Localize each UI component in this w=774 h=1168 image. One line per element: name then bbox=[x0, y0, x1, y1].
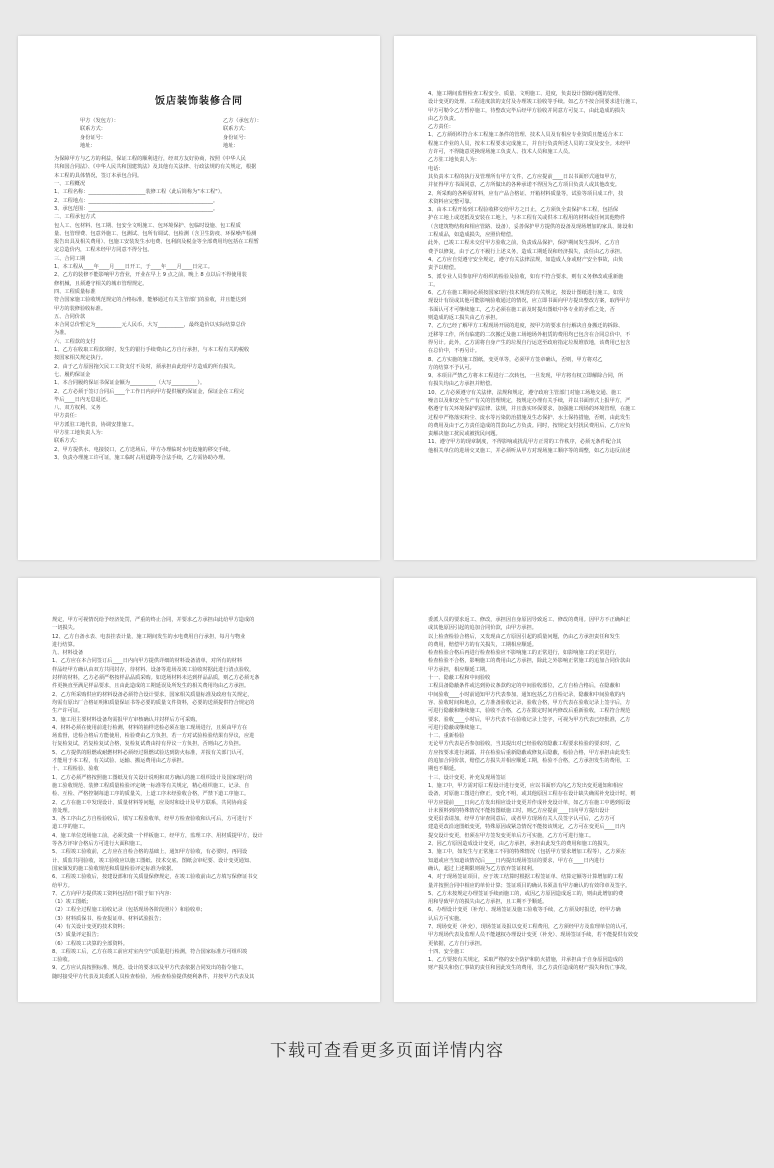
text-line: 3、负责办理施工许可证，施工临时占用道路等合法手续，乙方需协助办理。 bbox=[54, 454, 229, 461]
text-line: （6）工程竣工决算的全部资料。 bbox=[52, 940, 128, 947]
party-a-field: 甲方（发包方）： bbox=[80, 118, 119, 124]
document-page-3 bbox=[18, 578, 380, 1002]
text-line: 包人工、包材料、包工期、包安全文明施工、包环境保护、包临时设施、包工程质 bbox=[54, 222, 241, 229]
party-b-field: 联系方式： bbox=[223, 126, 249, 133]
party-a-field: 地址： bbox=[80, 142, 96, 149]
party-b-field: 身份证号： bbox=[223, 134, 249, 141]
text-line: 责解决施工扰民或被扰民问题。 bbox=[428, 431, 501, 438]
text-line: 并征得甲方书面同意，乙方所做出的各种承诺不得因为乙方项目负责人或其他改变。 bbox=[428, 182, 620, 189]
text-line: 可进行隐蔽和继续施工，验收不合格，乙方在限定时间内修改后重新验收，工程符合规范 bbox=[428, 708, 631, 715]
text-line: 按国家相关规定执行。 bbox=[54, 355, 106, 362]
text-line: 定总造价内，工程未经甲方同意不得分包。 bbox=[54, 247, 153, 254]
text-line: 为准。 bbox=[54, 330, 70, 337]
text-line: 工程成品，如造成损失，应照价赔偿。 bbox=[428, 232, 517, 239]
text-line: 可进行隐蔽或继续施工。 bbox=[428, 724, 486, 731]
text-line: 5、乙方提供的阻燃或耐燃材料必须经过阻燃试验达到防火标准，并报有关部门认可， bbox=[52, 749, 248, 756]
page-2-body bbox=[418, 90, 732, 455]
text-line: 工。 bbox=[428, 281, 439, 288]
text-line: 十、工程检验、验收 bbox=[52, 766, 99, 773]
text-line: 十三、设计变更、补充及现场签证 bbox=[428, 774, 506, 781]
text-line: 7、乙方向甲方提供竣工资料包括但不限于如下内容： bbox=[52, 890, 175, 897]
text-line: 为保障甲方与乙方的利益，保证工程的顺利进行，经双方友好协商，按照《中华人民 bbox=[54, 156, 246, 163]
text-line: 方许可，不得随意更换现场施工负责人、技术人员和施工人员。 bbox=[428, 149, 574, 156]
text-line: 六、工程款的支付 bbox=[54, 338, 96, 345]
text-line: 格遵守有关环境保护的法律、法规，并且落实环保要求，加强施工现场的环境管理，在施工 bbox=[428, 406, 636, 413]
text-line: 1、工程名称：______________________装修工程（此后简称为"本工程"）。 bbox=[54, 189, 226, 196]
text-line: （3）材料质保书、检查报证单、材料试验报告； bbox=[52, 915, 165, 922]
text-line: 委派人员的要求返工、修改，承担因自身原因导致返工、修改的费用。因甲方不正确纠正 bbox=[428, 617, 631, 623]
text-line: 2、因乙方原因造成设计变更，由乙方承担，承担由此发生的费用和施工的损失。 bbox=[428, 841, 613, 848]
text-line: 无论甲方代表是否参加验收，当其提出对已经验收的隐蔽工程要求检验的要求时，乙 bbox=[428, 741, 620, 748]
text-line: 1、乙方在收取工程款项时，发生的银行手续费由乙方自行承担，与本工程有关的税收 bbox=[54, 347, 250, 354]
party-info-block bbox=[44, 117, 354, 150]
text-line: 容、验收时间和地点，乙方准备验收记录，验收合格，甲方代表在验收记录上签字后，方 bbox=[428, 699, 631, 706]
party-b-field: 乙方（承包方）： bbox=[223, 118, 262, 124]
text-line: 联系方式： bbox=[54, 438, 80, 445]
text-line: （1）竣工图纸； bbox=[52, 899, 92, 906]
text-line: 以上检查检验合格后，又发现由乙方原因引起的质量问题，仍由乙方承担责任和发生 bbox=[428, 633, 620, 640]
text-line: 计未预料到的特殊情况不能按图纸施工时，则乙方应提前____日向甲方提出设计 bbox=[428, 807, 610, 814]
page-4-body bbox=[418, 616, 732, 973]
text-line: 封样的材料，乙方必须严格按样品品质采购。如送场材料未达到样品品质，则乙方必须无条 bbox=[52, 675, 260, 682]
text-line: 由乙方负责。 bbox=[428, 115, 460, 122]
text-line: 在总价中，不再另计。 bbox=[428, 348, 480, 355]
text-line: 一切损失。 bbox=[52, 625, 78, 632]
text-line: 甲方应提前____日向乙方发出相应设计变更并作成补充设计单，如乙方在施工中遇到原设 bbox=[428, 799, 631, 806]
text-line: 8、工程竣工后，乙方在竣工前应对室内空气质量进行检测，符合国家标准方可组织竣 bbox=[52, 948, 248, 955]
text-line: 更依据，乙方自行承担。 bbox=[428, 940, 486, 947]
text-line: 4、对于现场签证项目，应于竣工结算时根据工程签证单、结算定额等计算增加的工程 bbox=[428, 874, 624, 881]
text-line: 2、甲方提供水、电接驳口，乙方送场后，甲方办理临时水电设施的移交手续。 bbox=[54, 446, 234, 453]
text-line: 知道或应当知道该情况后____日内提出现场签证的要求，甲方在____日内进行 bbox=[428, 857, 605, 864]
text-line: 5、乙方未按规定办理签证手续而施工的，或因乙方原因造成返工的，则由此增加的费 bbox=[428, 890, 624, 897]
text-line: 6、工程竣工验收后，按建设部和有关质量保修规定，在竣工验收前由乙方填写保修证书交 bbox=[52, 874, 258, 881]
text-line: 责予以赔偿。 bbox=[428, 265, 460, 272]
text-line: 国家颁发的施工验收规范和质量检验评定标准为依据。 bbox=[52, 865, 177, 872]
text-line: 十四、安全施工 bbox=[428, 948, 465, 955]
text-line: 3、施工中，如发生与正常施工不同的特殊情况（包括甲方要求增加工程等），乙方须在 bbox=[428, 849, 626, 856]
text-line: 行复检复试，若复检复试合格，复检复试费由持有异议一方负担，否则由乙方负担。 bbox=[52, 741, 244, 748]
text-line: 件更换直至满足样品要求，且由此造成的工期延误及所发生的相关费用均由乙方承担。 bbox=[52, 683, 250, 690]
text-line: 书面认可才可继续施工，乙方必须在施工前及时提出图纸中各专业的矛盾之处，否 bbox=[428, 306, 615, 313]
text-line: 2、所采购的各种原材料，应有产品合格证、开箱材料质量等，试验等项目成工作，技 bbox=[428, 190, 624, 197]
document-page-1 bbox=[18, 36, 380, 560]
text-line: 变更沿表请加，经甲方审查同意后，或者甲方现场有关人员签字认可后，乙方方可 bbox=[428, 816, 615, 823]
text-line: 甲方的装修验收标准。 bbox=[54, 305, 106, 312]
text-line: 中间验收____小时前通知甲方代表参加，通知包括乙方自检记录，隐蔽和中间验收的内 bbox=[428, 691, 626, 698]
text-line: 八、双方权利、义务 bbox=[54, 405, 101, 412]
text-line: 过程中严格落实粉尘、废水等污染防治措施及生态保护、水土保持措施，否则，由此发生 bbox=[428, 414, 631, 421]
text-line: 1、本合同履约保证书保证金额为__________（大写__________）。 bbox=[54, 380, 206, 387]
text-line: 1、施工中，甲方需对原工程设计进行变更，应以书面形式向乙方发出变更通知和相应 bbox=[428, 782, 624, 789]
text-line: 费予以修复，由于乙方不履行上述义务，造成工期延误和经济损失，责任由乙方承担。 bbox=[428, 248, 626, 255]
text-line: 施工验收规范、装修工程质量检验评定统一标准等有关规定，精心组织施工，记录、自 bbox=[52, 782, 250, 789]
text-line: 他相关单位的进场交叉施工，并必须听从甲方对现场施工顺序等的调整，如乙方违反前述 bbox=[428, 447, 631, 454]
text-line: 样品经甲方确认由双方共同封存，待材料、设备等进场及竣工验收时据此进行清点验收， bbox=[52, 666, 255, 673]
text-line: 5、工程竣工验收前，乙方应在自检合格的基础上，通知甲方验收，有必要时，再同设 bbox=[52, 849, 248, 856]
text-line: 共和国合同法》、《中华人民共和国建筑法》及其他有关法律、行政法规的有关规定，根据 bbox=[54, 164, 257, 171]
text-line: 3、承包范围：________________________________________________。 bbox=[54, 205, 219, 212]
text-line: 均需有原出厂合格证明和质量保证书等必要的质量文件资料，必要的送须提供符合规定的 bbox=[52, 699, 255, 706]
text-line: 计、质监共同验收，竣工验收应以施工图纸、技术交底、图纸会审纪要、设计变更通知、 bbox=[52, 857, 255, 864]
text-line: 进行结算。 bbox=[52, 641, 78, 648]
text-line: 工程具备隐蔽条件或达到协议条款约定的中间验收部位，乙方自检合格后，在隐蔽和 bbox=[428, 683, 620, 690]
party-a-field: 联系方式： bbox=[80, 126, 106, 133]
text-line: 2、乙方必须于签订合同后____个工作日内向甲方提供履约保证金，保证金在工程完 bbox=[54, 388, 245, 395]
party-row bbox=[44, 125, 354, 133]
party-b-field: 地址： bbox=[223, 142, 239, 149]
text-line: 电话： bbox=[428, 165, 444, 172]
page-3-body bbox=[42, 616, 356, 981]
text-line: 甲方责任： bbox=[54, 413, 80, 420]
text-line: 量、包管理费、包意外施工、包测试、包所有调试、包检测（含卫生防疫、环保噪声检测 bbox=[54, 230, 257, 237]
text-line: 财产损失和伤亡事故的责任和因此发生的费用，非乙方责任造成的财产损失和伤亡事故， bbox=[428, 965, 631, 972]
text-line: 认后方可实施。 bbox=[428, 915, 465, 922]
text-line: 7、现场变更（补充），现场签证及报以变更工程费用，乙方须经甲方及监理单位的认可， bbox=[428, 923, 632, 930]
text-line: 9、本项目严禁乙方将本工程进行二次转包，一旦发现，甲方将有权立即解除合同，所 bbox=[428, 373, 624, 380]
text-line: （含建筑物结构和相应管路、设备），妥善保护甲方提供的设备及现场增加的家具、陈设和 bbox=[428, 223, 633, 230]
text-line: 3、施工用主要材料设备均需报甲方审核确认并封样后方可采购。 bbox=[52, 716, 201, 723]
text-line: 4、施工单位送场施工前，必须先做一个样板施工，经甲方，监理工序、用材质提甲方，设计 bbox=[52, 832, 263, 839]
text-line: 等各方评审合格后方可进行大面积施工。 bbox=[52, 841, 146, 848]
text-line: 4、施工期间监督检查工程安全、质量、文明施工、进度，负责设计图纸问题的处理、 bbox=[428, 91, 624, 97]
text-line: 4、乙方应自觉遵守安全规定，遵守有关法律法规，如造成人身或财产安全事故，由负 bbox=[428, 256, 624, 263]
text-line: 十一、隐蔽工程和中间验收 bbox=[428, 675, 491, 682]
text-line: 生产许可证。 bbox=[52, 708, 84, 715]
text-line: 建造更改沿途图纸变更，特殊原因或紧急情况不能按该规定，乙方可在变更后____日内 bbox=[428, 824, 626, 831]
text-line: 要求，验收____小时后，甲方代表不在验收记录上签字，可视为甲方代表已经批准，乙方 bbox=[428, 716, 631, 723]
contract-title: 饭店装饰装修合同 bbox=[155, 96, 243, 107]
party-row bbox=[44, 117, 354, 125]
text-line: 乙方责任： bbox=[428, 124, 454, 131]
text-line: 术资料应完整可靠。 bbox=[428, 198, 475, 205]
text-line: 九、材料设备 bbox=[52, 650, 84, 657]
text-line: 8、乙方实施的施工图纸，变更单等，必须甲方签章确认，否则，甲方将对乙 bbox=[428, 356, 603, 363]
text-line: 甲方承担，相应顺延工期。 bbox=[428, 666, 491, 673]
text-line: 甲方现场代表及监理人员不能越权办理设计变更（补充）、现场签证手续，若不能提供有效变 bbox=[428, 932, 639, 939]
text-line: 有损失均由乙方承担并赔偿。 bbox=[428, 381, 496, 388]
text-line: 报告出具及相关费用）、包施工安装发生水电费、包利润及税金等全部费用均包括在工程暂 bbox=[54, 239, 259, 246]
text-line: 二、工程承包方式 bbox=[54, 214, 96, 221]
text-line: 得另计。此外，乙方需将自身产生的垃圾自行运送至政府指定垃圾堆放地，该费用已包含 bbox=[428, 339, 631, 346]
text-line: 迁移等工作，所有临建的二次搬迁及施工场地场外租赁的费用均已包含在合同总价中，不 bbox=[428, 331, 631, 338]
text-line: 才能用于本工程，有关试验、运输、搬运费用由乙方承担。 bbox=[52, 758, 187, 765]
text-line: 噪音以及和安全生产有关的管理规定，按规定办理有关手续，并以书面形式上报甲方，严 bbox=[428, 397, 631, 404]
download-more-link[interactable]: 下载可查看更多页面详情内容 bbox=[270, 1041, 504, 1061]
text-line: 一、工程概况 bbox=[54, 181, 86, 188]
text-line: 其负责本工程的执行及管理所有甲方文件，乙方应提前____日以书面形式通知甲方， bbox=[428, 173, 620, 180]
text-line: 方应按要求进行剥露，并在检验后重新隐蔽或修复后隐蔽，检验合格，甲方承担由此发生 bbox=[428, 749, 631, 756]
text-line: 则造成的返工损失由乙方承担。 bbox=[428, 315, 501, 322]
document-page-2 bbox=[394, 36, 756, 560]
text-line: 乙方驻工地负责人为： bbox=[428, 157, 480, 164]
text-line: 量并按照合同中相应的单价计算；签证项目的确认书须盖有甲方确认的有效印章及签字。 bbox=[428, 882, 631, 889]
text-line: 的费用及由于乙方责任造成的罚款由乙方负责。同时，按规定支付扰民费用后，乙方应负 bbox=[428, 422, 631, 429]
text-line: 十二、重新检验 bbox=[428, 733, 465, 740]
text-line: 甲方派驻工地代表，协调安排施工。 bbox=[54, 421, 138, 428]
text-line: （4）有关设计变更的技术资料； bbox=[52, 923, 128, 930]
text-line: 6、乙方在施工期间必须按国家现行技术规范的有关规定，按设计图纸进行施工。如发 bbox=[428, 290, 624, 297]
text-line: 4、材料必须在使用前进行检测，材料的抽样送检必须在施工现场进行，且须由甲方在 bbox=[52, 724, 248, 731]
text-line: 的追加合同价款，赔偿乙方损失并相应顺延工期，检验不合格，乙方承担发生的费用，工 bbox=[428, 758, 631, 765]
page-1-body bbox=[44, 155, 354, 462]
text-line: 随时接受甲方代表及其委派人员检查检验，为检查检验提供便利条件，并按甲方代表及其 bbox=[52, 973, 255, 980]
text-line: 用和导致甲方的损失由乙方承担，且工期不予顺延。 bbox=[428, 899, 548, 906]
text-line: 设计变更的处理、工程进度款的支付及办理竣工验收等手续。如乙方不按合同要求进行施工， bbox=[428, 99, 641, 106]
text-line: 6、办理设计变更（补充）、现场签证及施工验收等手续，乙方须及时报送，经甲方确 bbox=[428, 907, 621, 914]
text-line: 检、互检、严格控制每道工序的质量关，上道工序未经验收合格，严禁下道工序施工。 bbox=[52, 791, 250, 798]
text-line: 程施工作业的人员，按本工程要求完成施工，并自行负责所述人员的工资及安全。未经甲 bbox=[428, 140, 631, 147]
party-row bbox=[44, 134, 354, 142]
text-line: 五、合同价款 bbox=[54, 313, 86, 320]
text-line: 规定，甲方可视情况给予经济处罚，严重的终止合同，并要求乙方承担由此给甲方造成的 bbox=[52, 617, 255, 623]
text-line: 1、乙方应在本合同签订后____日内向甲方提供详细的材料设备清单，对所有的材料 bbox=[52, 658, 243, 665]
text-line: 设备，对原施工图进行修正，变化不明，或其他原因工程存在设计缺失确需补充设计时，则 bbox=[428, 791, 636, 798]
text-line: 确认，超过上述期限则视为乙方放弃签证权利。 bbox=[428, 865, 537, 872]
text-line: 善处理。 bbox=[52, 807, 73, 814]
text-line: 检查检验合格后再进行检查检验应不影响施工的正常进行，如影响施工的正常进行， bbox=[428, 650, 620, 657]
text-line: 场监督，送检合格后方能使用，检验费由乙方负担，若一方对试验检验结果有异议，应进 bbox=[52, 733, 255, 740]
text-line: 本合同总价暂定为__________元人民币，大写__________，最终造价以实际结算总价 bbox=[54, 322, 246, 329]
text-line: 2、乙方所采购供应的材料设备必须符合设计要求，国家相关质量标准及政府有关规定， bbox=[52, 691, 253, 698]
text-line: 四、工程质量标准 bbox=[54, 288, 96, 295]
text-line: 方的结算不予认可。 bbox=[428, 364, 475, 371]
text-line: 11、遵守甲方的现章制度，不得影响或扰乱甲方正常的工作秩序，必须无条件配合其 bbox=[428, 439, 622, 446]
text-line: 甲方驻工地负责人为： bbox=[54, 429, 106, 436]
text-line: 护在工地上或送抵及安装在工地上，与本工程有关或供本工程用的材料或任何其他物件 bbox=[428, 215, 626, 222]
text-line: 七、履约保证金 bbox=[54, 371, 91, 378]
text-line: 1、乙方必须严格按照施工图纸及有关设计说明和双方确认的施工组织设计及国家现行的 bbox=[52, 774, 253, 781]
text-line: （5）质量评定报告； bbox=[52, 932, 102, 939]
text-line: 甲方可勒令乙方暂停施工，待整改完毕后经甲方验收并同意方可复工，由此造成的损失 bbox=[428, 107, 626, 114]
text-line: 1、本工程从____年____月____日开工，于____年____月____日完工。 bbox=[54, 264, 213, 271]
text-line: 2、乙方在施工中发现设计、质量材料等问题，应及时和设计及甲方联系，共同协商妥 bbox=[52, 799, 248, 806]
text-line: 2、乙方的装修不能影响甲方营业，开业在早上 9 点之前，晚上 8 点以后不得使用装 bbox=[54, 272, 247, 279]
text-line: 的费用，赔偿甲方的有关损失，工期相应顺延。 bbox=[428, 641, 537, 648]
text-line: 1、乙方要按有关规定，采取严格的安全防护和防火措施，并承担由于自身原因造成的 bbox=[428, 957, 624, 964]
text-line: 毕后____日内无息退还。 bbox=[54, 396, 112, 403]
text-line: 修机械，且须遵守相关的城市管理规定。 bbox=[54, 280, 148, 287]
party-a-field: 身份证号： bbox=[80, 134, 106, 141]
text-line: 给甲方。 bbox=[52, 882, 73, 889]
text-line: 3、由本工程开始到工程验收移交给甲方之日止，乙方须负全责保护本工程，包括保 bbox=[428, 207, 619, 214]
text-line: 或其他原因引起的追加合同价款，由甲方承担。 bbox=[428, 625, 537, 632]
text-line: 三、合同工期 bbox=[54, 255, 86, 262]
text-line: 7、乙方已经了解甲方工程现场开展的进度，按甲方的要求自行解决自身搬迁的拆除、 bbox=[428, 323, 624, 330]
text-line: 工验收。 bbox=[52, 957, 73, 964]
text-line: 本工程的具体情况，签订本承包合同。 bbox=[54, 172, 143, 179]
text-line: （2）工程全过程施工验收记录（包括现场各阶段照片）和验收单； bbox=[52, 907, 206, 914]
text-line: 提交设计变更，但须在甲方签发变更单后方可实施，乙方方可进行施工。 bbox=[428, 832, 595, 839]
text-line: 此外，已竣工工程未交付甲方验收之前，负责成品保护，保护期间发生损坏，乙方自 bbox=[428, 240, 620, 247]
text-line: 12、乙方自备水表、电表挂表计量，施工期间发生的水电费用自行承担，每月与物业 bbox=[52, 633, 246, 640]
text-line: 9、乙方应认真按照标准、规范、设计的要求以及甲方代表依据合同发出的指令施工， bbox=[52, 965, 248, 972]
text-line: 5、派专业人员参加甲方组织的检验及验收，如有不符合要求，则有义务修改或重新施 bbox=[428, 273, 624, 280]
document-page-4 bbox=[394, 578, 756, 1002]
text-line: 检查检验不合格，影响施工的费用由乙方承担，除此之外影响正常施工的追加合同价款由 bbox=[428, 658, 631, 665]
text-line: 2、工程地点：________________________________________________。 bbox=[54, 197, 219, 204]
text-line: 1、乙方须组织符合本工程施工条件的管理、技术人员及有相应专业资质且能适合本工 bbox=[428, 132, 624, 139]
text-line: 2、由于乙方原因拖欠民工工资支付不及时，须承担由此给甲方造成的所有损失。 bbox=[54, 363, 239, 370]
text-line: 3、各工序由乙方自检验收后，填写工程验收单，经甲方检查验收和认可后，方可进行下 bbox=[52, 816, 253, 823]
text-line: 10、乙方必须遵守有关法律，法规和规定，遵守政府主管部门对施工场地交通、施工 bbox=[428, 389, 622, 396]
text-line: 符合国家施工验收规范规定的合格标准，能够通过有关主管部门的验收，并且能达到 bbox=[54, 297, 246, 304]
text-line: 现设计有误或其他可能影响验收通过的情况，应立即书面向甲方提出整改方案，取得甲方 bbox=[428, 298, 631, 305]
text-line: 道工序的施工。 bbox=[52, 824, 89, 831]
text-line: 期也不顺延。 bbox=[428, 766, 460, 773]
party-row bbox=[44, 142, 354, 150]
